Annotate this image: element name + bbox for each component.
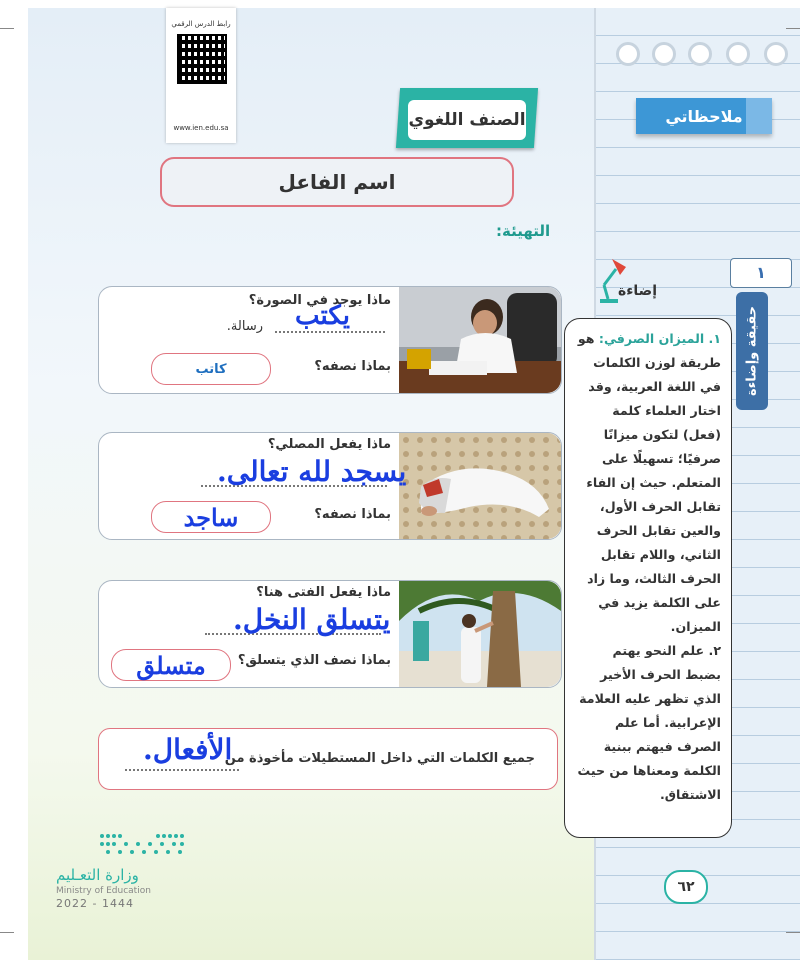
ministry-logo-icon [98, 830, 190, 860]
category-badge [398, 88, 536, 154]
exercise-card-1 [98, 286, 562, 394]
idaa-note-box [564, 318, 732, 838]
qr-title: رابط الدرس الرقمي [171, 20, 231, 28]
handwritten-answer-pill-3: متسلق [136, 650, 206, 680]
ring-icon [688, 42, 712, 66]
exercise-card-2 [98, 432, 562, 540]
ring-icon [764, 42, 788, 66]
ministry-name-english: Ministry of Education [56, 886, 151, 896]
ring-icon [616, 42, 640, 66]
summary-text: جميع الكلمات التي داخل المستطيلات مأخوذة من [224, 751, 535, 766]
side-tab-number: ١ [730, 258, 792, 288]
question-3: ماذا يفعل الفتى هنا؟ [256, 585, 391, 600]
ring-icon [652, 42, 676, 66]
note-item1-label: ١. الميزان الصرفي: [598, 331, 721, 346]
my-notes-label: ملاحظاتي [665, 106, 743, 126]
crop-mark [786, 28, 800, 29]
answer-suffix-1: رسالة. [226, 319, 263, 334]
ring-icon [726, 42, 750, 66]
section-heading: التهيئة: [496, 222, 551, 240]
vertical-tab [736, 292, 768, 410]
handwritten-answer-pill-2: ساجد [183, 502, 239, 532]
ministry-name-arabic: وزارة التعـليم [56, 866, 139, 884]
handwritten-answer-1: يكتب [295, 301, 350, 331]
qr-card[interactable] [166, 8, 236, 143]
crop-mark [0, 932, 14, 933]
idaa-label: إضاءة [618, 283, 658, 299]
answer-pill-1: كاتب [151, 353, 271, 385]
prompt-describe-3: بماذا نصف الذي يتسلق؟ [237, 653, 391, 668]
binder-rings [612, 42, 794, 68]
photo-boy-climbing-palm [399, 581, 561, 687]
photo-boy-writing [399, 287, 561, 393]
handwritten-summary-answer: الأفعال. [143, 733, 233, 766]
question-1: ماذا يوجد في الصورة؟ [248, 293, 391, 308]
my-notes-tab [636, 98, 772, 134]
exercise-card-3 [98, 580, 562, 688]
prompt-describe-1: بماذا نصفه؟ [314, 359, 391, 374]
question-2: ماذا يفعل المصلي؟ [267, 437, 391, 452]
category-label: الصنف اللغوي [408, 100, 526, 140]
answer-line [275, 331, 385, 333]
qr-url[interactable]: www.ien.edu.sa [173, 124, 229, 132]
answer-pill-3 [111, 649, 231, 681]
answer-line [125, 769, 239, 771]
vertical-tab-label: حقيقة وإضاءة [744, 305, 760, 397]
photo-man-praying [399, 433, 561, 539]
crop-mark [786, 932, 800, 933]
handwritten-answer-2: يسجد لله تعالى. [217, 455, 407, 488]
crop-mark [0, 28, 14, 29]
note-item2: ٢. علم النحو يهتم بضبط الحرف الأخير الذي تظهر عليه العلامة الإعرابية. أما علم الصرف فيهتم ببنية الكلمة ومعناها من حيث الاشتقاق. [577, 643, 721, 802]
answer-pill-2 [151, 501, 271, 533]
qr-code-icon[interactable] [177, 34, 227, 84]
edition-year: 2022 - 1444 [56, 897, 134, 910]
page-number: ٦٢ [664, 870, 708, 904]
prompt-describe-2: بماذا نصفه؟ [314, 507, 391, 522]
note-item1-text: هو طريقة لوزن الكلمات في اللغة العربية، وقد اختار العلماء كلمة (فعل) لتكون ميزانًا صرفيًا؛ تسهيلًا على المتعلم. حيث إن الفاء تقابل الحرف الأول، والعين تقابل الحرف الثاني، واللام تقابل الحرف الثالث، وما زاد على الكلمة يزيد في الميزان. [577, 331, 721, 634]
handwritten-answer-3: يتسلق النخل. [233, 603, 391, 636]
summary-box [98, 728, 558, 790]
lesson-title: اسم الفاعل [160, 157, 514, 207]
